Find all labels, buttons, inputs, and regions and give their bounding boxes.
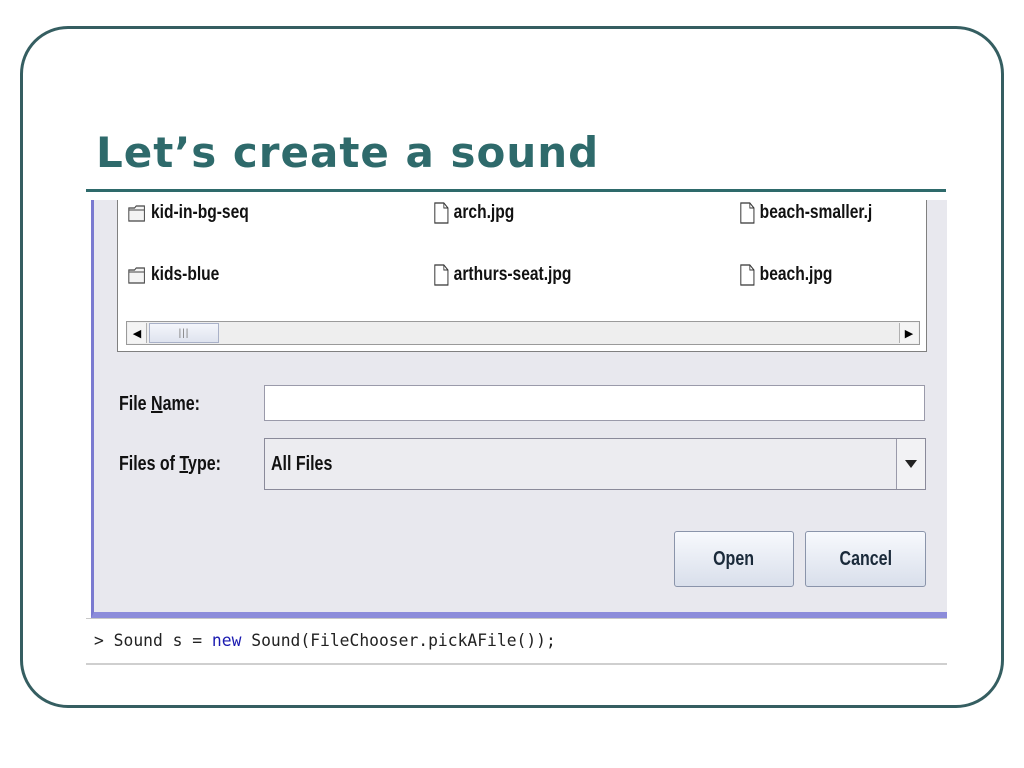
console-divider bbox=[86, 663, 947, 665]
open-button[interactable]: Open bbox=[674, 531, 794, 587]
chevron-down-icon[interactable] bbox=[896, 439, 925, 489]
list-item[interactable] bbox=[740, 262, 832, 288]
file-icon bbox=[740, 264, 755, 286]
list-item[interactable] bbox=[434, 200, 514, 226]
list-item[interactable] bbox=[128, 262, 219, 288]
screenshot bbox=[86, 200, 947, 666]
list-item-label: beach.jpg bbox=[759, 264, 833, 285]
files-of-type-value: All Files bbox=[271, 453, 333, 475]
scroll-right-arrow-icon[interactable]: ▶ bbox=[899, 323, 918, 343]
list-item-label: arch.jpg bbox=[453, 202, 515, 223]
file-name-label: File Name: bbox=[119, 393, 200, 415]
list-item[interactable] bbox=[740, 200, 872, 226]
horizontal-scrollbar[interactable] bbox=[126, 321, 920, 345]
list-item[interactable] bbox=[434, 262, 571, 288]
slide-title: Let’s create a sound bbox=[96, 128, 600, 177]
folder-icon bbox=[128, 266, 146, 284]
file-icon bbox=[434, 202, 449, 224]
interactions-console[interactable] bbox=[86, 618, 947, 666]
title-divider bbox=[86, 189, 946, 192]
cancel-button[interactable]: Cancel bbox=[805, 531, 926, 587]
files-of-type-label: Files of Type: bbox=[119, 453, 221, 475]
scroll-left-arrow-icon[interactable]: ◀ bbox=[128, 323, 147, 343]
list-item[interactable] bbox=[128, 200, 249, 226]
file-name-input[interactable] bbox=[264, 385, 925, 421]
list-item-label: kids-blue bbox=[150, 264, 220, 285]
files-of-type-select[interactable] bbox=[264, 438, 926, 490]
scrollbar-thumb[interactable]: ||| bbox=[149, 323, 219, 343]
file-icon bbox=[434, 264, 449, 286]
file-list bbox=[117, 200, 927, 352]
list-item-label: beach-smaller.j bbox=[759, 202, 873, 223]
list-item-label: arthurs-seat.jpg bbox=[453, 264, 572, 285]
console-command: > Sound s = new Sound(FileChooser.pickAFile()); bbox=[94, 631, 556, 651]
file-icon bbox=[740, 202, 755, 224]
list-item-label: kid-in-bg-seq bbox=[150, 202, 249, 223]
file-chooser-dialog bbox=[91, 200, 947, 618]
folder-icon bbox=[128, 204, 146, 222]
